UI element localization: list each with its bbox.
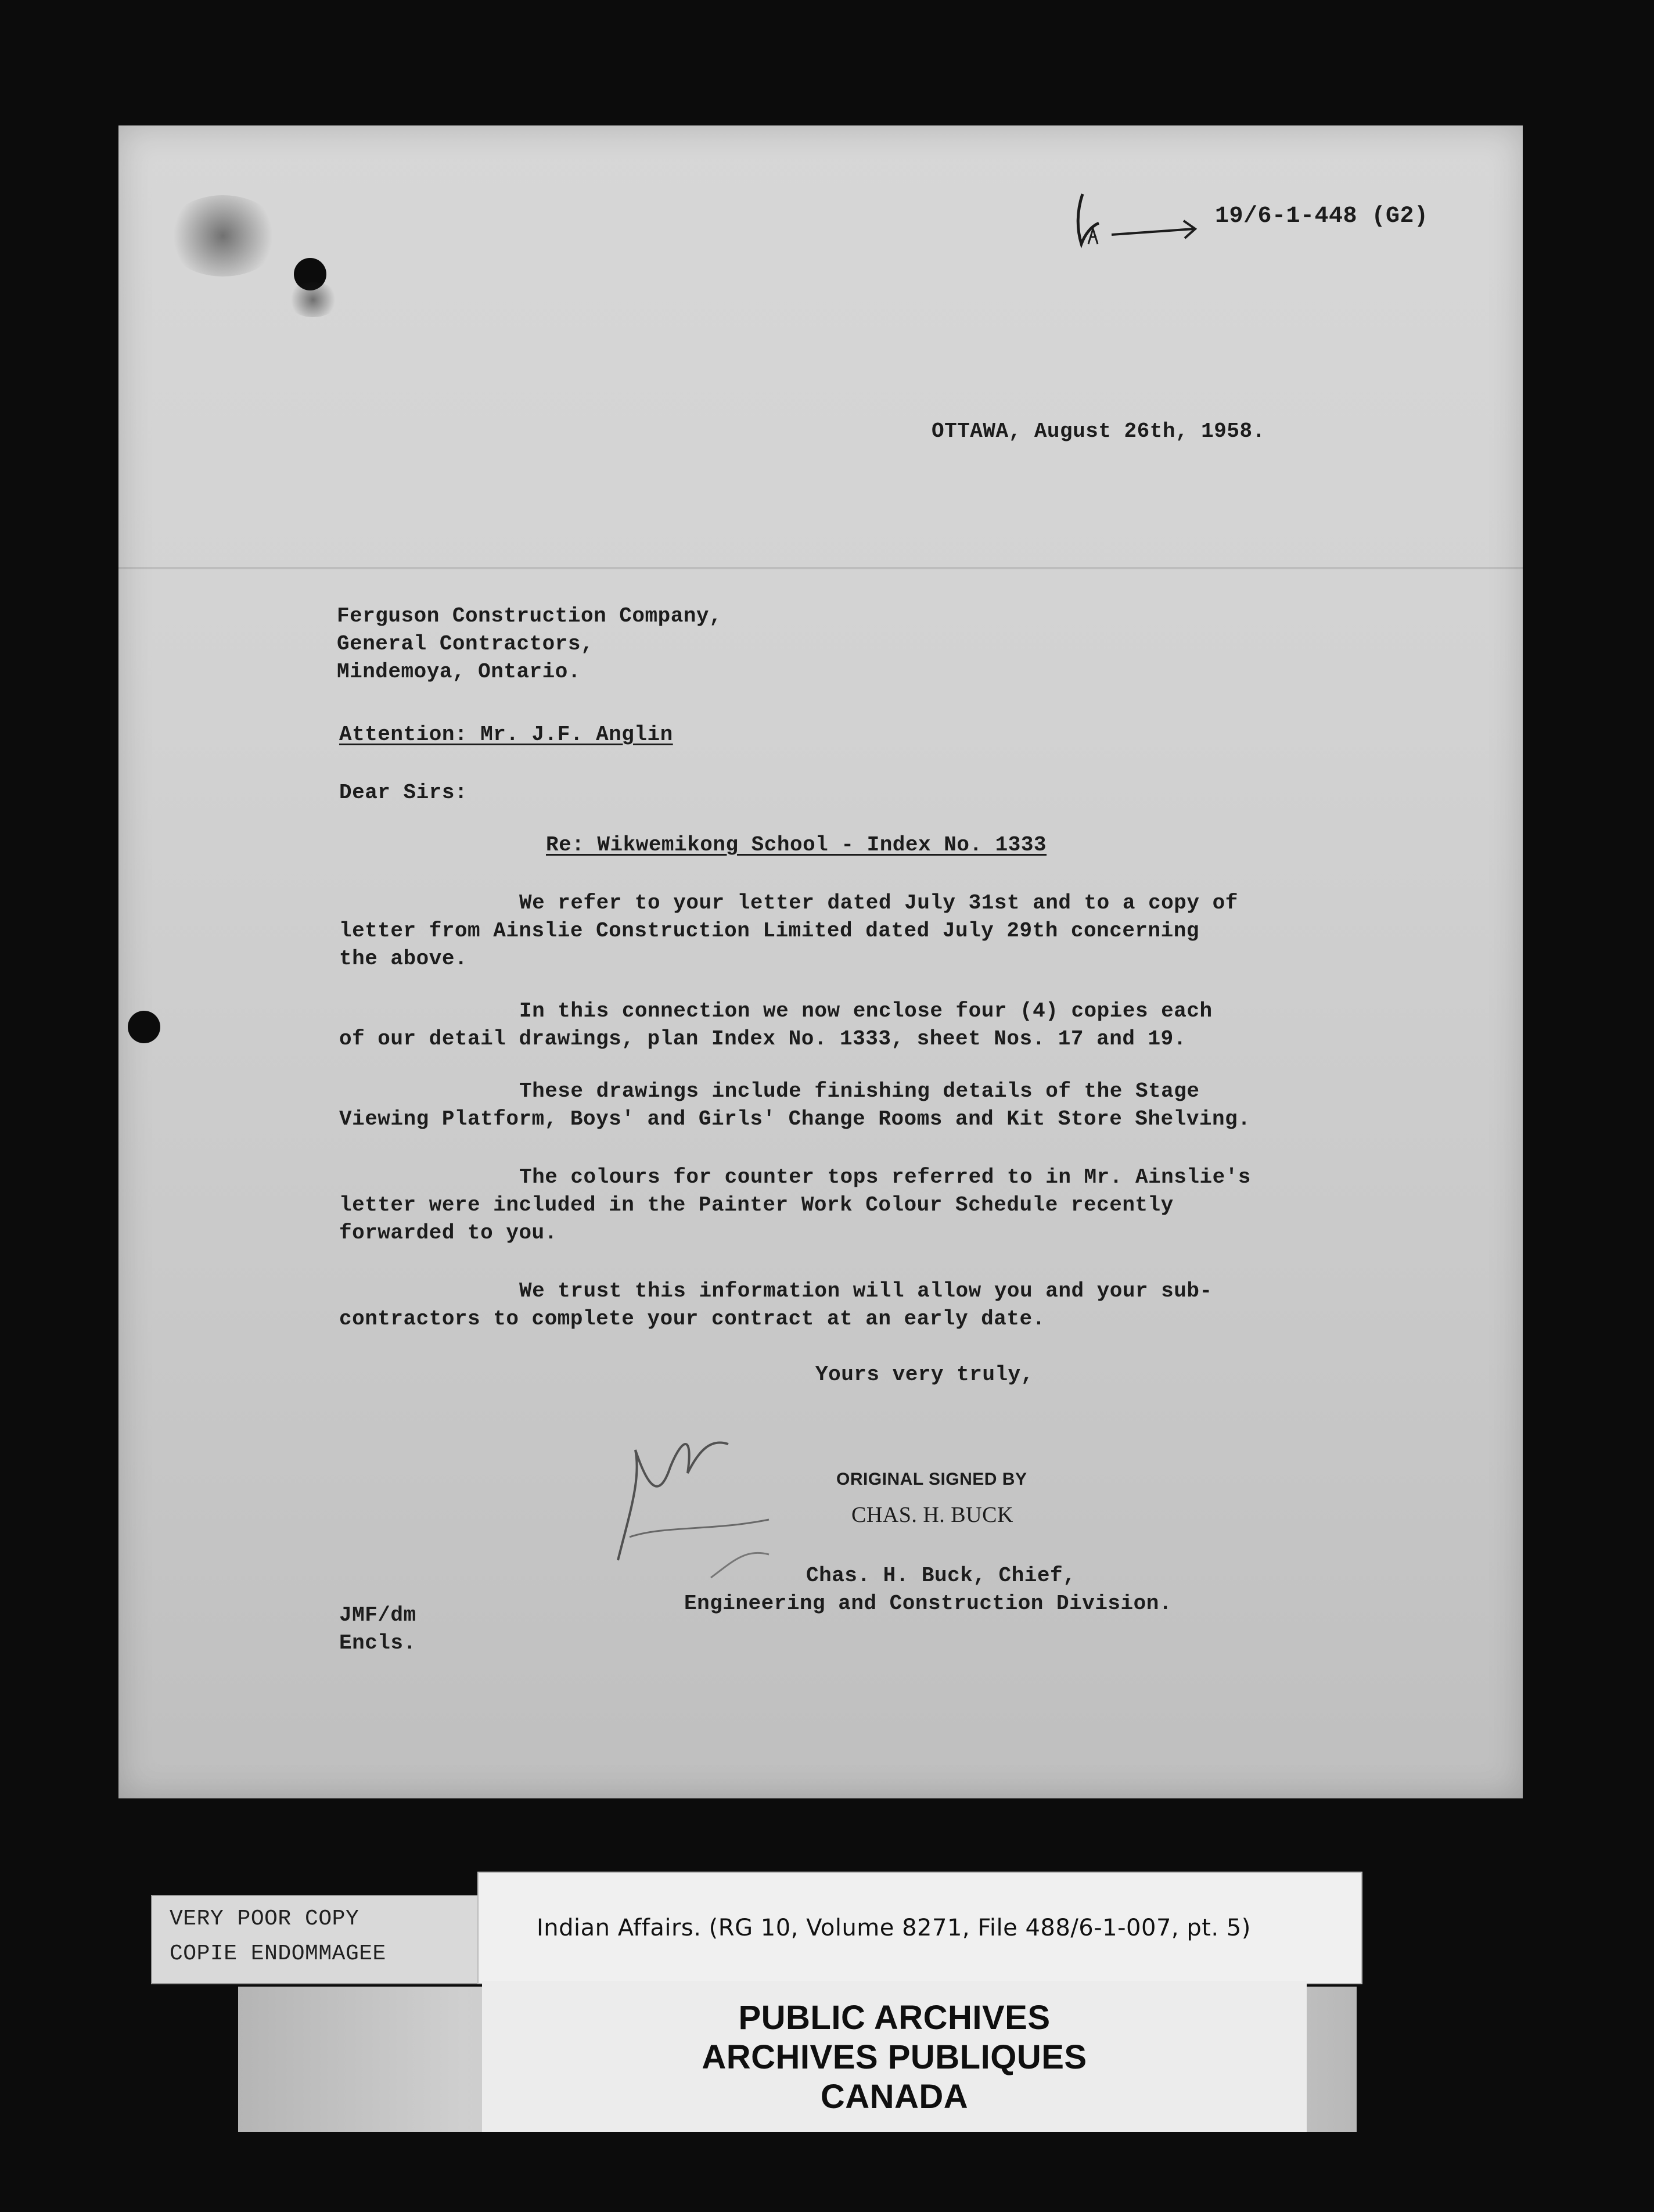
salutation: Dear Sirs: — [339, 781, 468, 805]
copy-quality-label — [151, 1895, 479, 1984]
paragraph-4-line-3: forwarded to you. — [339, 1221, 558, 1245]
original-signed-by: ORIGINAL SIGNED BY — [836, 1470, 1027, 1489]
reference-initials: JMF/dm — [339, 1603, 416, 1627]
citation-label — [477, 1872, 1362, 1984]
page-fold-line — [118, 567, 1523, 569]
paragraph-1-line-1: We refer to your letter dated July 31st and to a copy of — [519, 891, 1238, 915]
archives-fr: ARCHIVES PUBLIQUES — [702, 2038, 1087, 2076]
attention-line: Attention: Mr. J.F. Anglin — [339, 723, 673, 746]
signer-division: Engineering and Construction Division. — [684, 1592, 1172, 1615]
paragraph-1-line-2: letter from Ainslie Construction Limited dated July 29th concerning — [339, 919, 1199, 943]
paragraph-1-line-3: the above. — [339, 947, 468, 971]
archives-en: PUBLIC ARCHIVES — [738, 1999, 1051, 2037]
enclosures: Encls. — [339, 1631, 416, 1655]
signer-stamp: CHAS. H. BUCK — [851, 1503, 1013, 1527]
ink-smudge — [165, 195, 281, 276]
paragraph-2-line-1: In this connection we now enclose four (4) copies each — [519, 999, 1213, 1023]
paragraph-2-line-2: of our detail drawings, plan Index No. 1333, sheet Nos. 17 and 19. — [339, 1027, 1186, 1051]
recipient-line-1: Ferguson Construction Company, — [337, 604, 722, 628]
file-reference: 19/6-1-448 (G2) — [1215, 203, 1429, 229]
paragraph-5-line-2: contractors to complete your contract at an early date. — [339, 1307, 1045, 1331]
letter-page — [118, 125, 1523, 1798]
copy-quality-en: VERY POOR COPY — [170, 1906, 359, 1931]
paragraph-5-line-1: We trust this information will allow you and your sub- — [519, 1279, 1213, 1303]
paragraph-4-line-1: The colours for counter tops referred to in Mr. Ainslie's — [519, 1165, 1251, 1189]
closing: Yours very truly, — [815, 1363, 1034, 1387]
paragraph-3-line-1: These drawings include finishing details of the Stage — [519, 1079, 1200, 1103]
ink-smudge — [287, 282, 339, 317]
recipient-line-2: General Contractors, — [337, 632, 594, 656]
place-date: OTTAWA, August 26th, 1958. — [932, 419, 1265, 443]
paragraph-4-line-2: letter were included in the Painter Work Colour Schedule recently — [339, 1193, 1174, 1217]
recipient-line-3: Mindemoya, Ontario. — [337, 660, 581, 684]
handwritten-initial-arrow-icon — [1065, 188, 1204, 252]
signer-name: Chas. H. Buck, Chief, — [806, 1564, 1076, 1588]
subject-line: Re: Wikwemikong School - Index No. 1333 — [546, 833, 1047, 857]
paragraph-3-line-2: Viewing Platform, Boys' and Girls' Change Rooms and Kit Store Shelving. — [339, 1107, 1251, 1131]
public-archives-label — [482, 1981, 1307, 2132]
copy-quality-fr: COPIE ENDOMMAGEE — [170, 1941, 386, 1966]
punch-hole-middle — [128, 1011, 160, 1043]
citation-text: Indian Affairs. (RG 10, Volume 8271, File 488/6-1-007, pt. 5) — [537, 1915, 1251, 1941]
archives-country: CANADA — [820, 2078, 969, 2116]
